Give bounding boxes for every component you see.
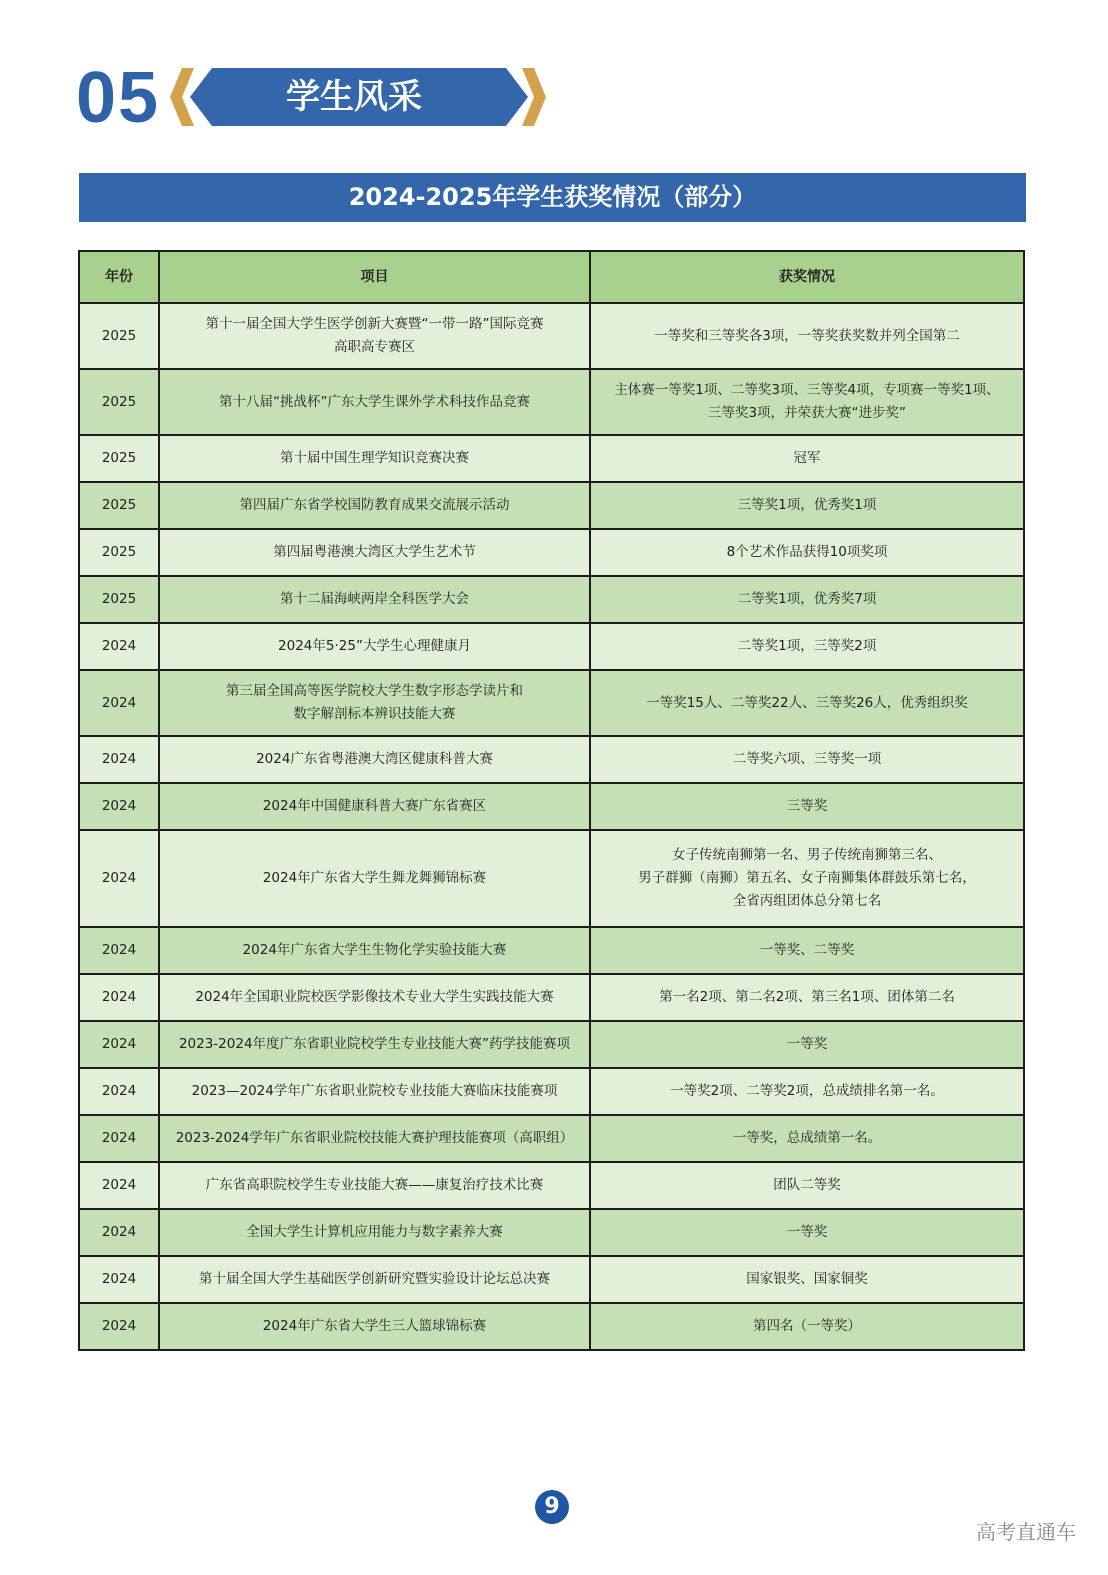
cell-year: 2024	[79, 1068, 159, 1115]
cell-project	[159, 369, 590, 435]
cell-award-line: 三等奖	[786, 798, 828, 814]
cell-year: 2024	[79, 1303, 159, 1350]
cell-award-line: 三等奖1项，优秀奖1项	[737, 497, 877, 513]
table-row	[79, 1115, 1024, 1162]
cell-year: 2024	[79, 1021, 159, 1068]
cell-award	[590, 1256, 1024, 1303]
cell-project	[159, 1209, 590, 1256]
cell-project	[159, 830, 590, 927]
table-row	[79, 369, 1024, 435]
cell-award	[590, 369, 1024, 435]
table-title-bar: 2024-2025年学生获奖情况（部分）	[79, 173, 1026, 222]
cell-project-line: 第十届全国大学生基础医学创新研究暨实验设计论坛总决赛	[199, 1271, 550, 1287]
cell-year: 2025	[79, 435, 159, 482]
cell-year: 2024	[79, 783, 159, 830]
cell-award	[590, 482, 1024, 529]
cell-project-line: 2024年广东省大学生三人篮球锦标赛	[262, 1318, 487, 1334]
table-row	[79, 736, 1024, 783]
table-header-row	[79, 251, 1024, 303]
cell-project-line: 第十届中国生理学知识竞赛决赛	[280, 450, 469, 466]
cell-award	[590, 1021, 1024, 1068]
cell-award	[590, 529, 1024, 576]
cell-project	[159, 1256, 590, 1303]
table-row	[79, 974, 1024, 1021]
cell-project-line: 第十二届海峡两岸全科医学大会	[280, 591, 469, 607]
cell-year: 2024	[79, 1256, 159, 1303]
cell-award-line: 第一名2项、第二名2项、第三名1项、团体第二名	[659, 989, 955, 1005]
cell-year: 2025	[79, 369, 159, 435]
cell-project-line: 2023—2024学年广东省职业院校专业技能大赛临床技能赛项	[191, 1083, 558, 1099]
cell-award-line: 主体赛一等奖1项、二等奖3项、三等奖4项，专项赛一等奖1项、	[614, 382, 1000, 398]
page-number: 9	[535, 1490, 569, 1524]
cell-award-line: 三等奖3项，并荣获大赛“进步奖”	[707, 405, 907, 421]
cell-year: 2024	[79, 736, 159, 783]
table-row	[79, 1068, 1024, 1115]
cell-award-line: 二等奖六项、三等奖一项	[732, 751, 882, 767]
cell-award	[590, 1303, 1024, 1350]
cell-project	[159, 783, 590, 830]
cell-project-line: 第三届全国高等医学院校大学生数字形态学读片和	[226, 683, 523, 699]
cell-award	[590, 576, 1024, 623]
cell-award	[590, 623, 1024, 670]
cell-project-line: 2024年中国健康科普大赛广东省赛区	[262, 798, 487, 814]
table-row	[79, 623, 1024, 670]
cell-award-line: 一等奖	[786, 1036, 828, 1052]
table-row	[79, 482, 1024, 529]
cell-award	[590, 927, 1024, 974]
cell-award-line: 一等奖15人、二等奖22人、三等奖26人，优秀组织奖	[646, 694, 968, 711]
cell-year: 2024	[79, 1162, 159, 1209]
cell-award	[590, 670, 1024, 736]
cell-year: 2024	[79, 974, 159, 1021]
cell-award	[590, 1162, 1024, 1209]
cell-project-line: 2024年全国职业院校医学影像技术专业大学生实践技能大赛	[195, 989, 554, 1005]
cell-award-line: 冠军	[793, 450, 821, 466]
cell-award-line: 国家银奖、国家铜奖	[746, 1271, 868, 1287]
cell-project	[159, 576, 590, 623]
cell-award	[590, 736, 1024, 783]
cell-project-line: 2023-2024学年广东省职业院校技能大赛护理技能赛项（高职组）	[175, 1130, 574, 1146]
cell-project	[159, 303, 590, 369]
watermark: 高考直通车	[976, 1520, 1076, 1544]
table-row	[79, 670, 1024, 736]
cell-project-line: 广东省高职院校学生专业技能大赛——康复治疗技术比赛	[205, 1177, 544, 1193]
cell-project-line: 2024年广东省大学生生物化学实验技能大赛	[242, 942, 507, 958]
cell-project-line: 第十一届全国大学生医学创新大赛暨“一带一路”国际竞赛	[205, 316, 544, 332]
cell-award-line: 二等奖1项，三等奖2项	[737, 638, 877, 654]
section-title: 学生风采	[286, 77, 422, 117]
cell-award-line: 女子传统南狮第一名、男子传统南狮第三名、	[672, 847, 942, 863]
cell-award-line: 一等奖	[786, 1224, 828, 1240]
cell-award-line: 一等奖、二等奖	[759, 942, 855, 958]
cell-award	[590, 783, 1024, 830]
cell-year: 2024	[79, 1115, 159, 1162]
cell-project	[159, 927, 590, 974]
cell-award-line: 一等奖和三等奖各3项，一等奖获奖数并列全国第二	[654, 327, 960, 344]
header-year: 年份	[79, 251, 159, 303]
cell-project-line: 第十八届“挑战杯”广东大学生课外学术科技作品竞赛	[219, 393, 530, 410]
cell-project-line: 2024年5·25”大学生心理健康月	[278, 638, 471, 654]
table-row	[79, 1256, 1024, 1303]
cell-project	[159, 1115, 590, 1162]
header-award: 获奖情况	[590, 251, 1024, 303]
cell-project	[159, 482, 590, 529]
cell-project	[159, 435, 590, 482]
cell-year: 2025	[79, 529, 159, 576]
table-row	[79, 927, 1024, 974]
cell-award	[590, 435, 1024, 482]
cell-year: 2024	[79, 623, 159, 670]
cell-project-line: 第四届广东省学校国防教育成果交流展示活动	[239, 497, 510, 513]
table-row	[79, 783, 1024, 830]
table-row	[79, 1209, 1024, 1256]
cell-project	[159, 529, 590, 576]
cell-award-line: 全省丙组团体总分第七名	[732, 893, 882, 909]
cell-project-line: 全国大学生计算机应用能力与数字素养大赛	[246, 1224, 503, 1240]
cell-award-line: 男子群狮（南狮）第五名、女子南狮集体群鼓乐第七名，	[638, 870, 976, 886]
cell-award	[590, 1068, 1024, 1115]
cell-project	[159, 1162, 590, 1209]
table-row	[79, 303, 1024, 369]
cell-award-line: 一等奖，总成绩第一名。	[732, 1130, 882, 1146]
table-row	[79, 1021, 1024, 1068]
cell-project	[159, 736, 590, 783]
cell-year: 2025	[79, 482, 159, 529]
cell-project-line: 数字解剖标本辨识技能大赛	[293, 706, 456, 722]
section-number: 05	[76, 58, 161, 138]
header-project: 项目	[159, 251, 590, 303]
cell-year: 2024	[79, 830, 159, 927]
cell-award-line: 第四名（一等奖）	[753, 1318, 861, 1334]
table-row	[79, 1162, 1024, 1209]
cell-award	[590, 1209, 1024, 1256]
table-row	[79, 435, 1024, 482]
cell-project-line: 第四届粤港澳大湾区大学生艺术节	[273, 544, 476, 560]
cell-year: 2024	[79, 670, 159, 736]
cell-year: 2025	[79, 303, 159, 369]
cell-award	[590, 1115, 1024, 1162]
cell-award	[590, 974, 1024, 1021]
cell-project	[159, 1068, 590, 1115]
cell-project-line: 2024年广东省大学生舞龙舞狮锦标赛	[262, 870, 487, 886]
cell-award-line: 8个艺术作品获得10项奖项	[726, 544, 888, 560]
cell-award-line: 团队二等奖	[773, 1177, 841, 1193]
cell-project-line: 2023-2024年度广东省职业院校学生专业技能大赛”药学技能赛项	[178, 1036, 571, 1052]
cell-project-line: 高职高专赛区	[334, 339, 415, 355]
table-row	[79, 830, 1024, 927]
cell-project-line: 2024广东省粤港澳大湾区健康科普大赛	[256, 751, 493, 767]
table-row	[79, 529, 1024, 576]
table-row	[79, 1303, 1024, 1350]
cell-year: 2024	[79, 927, 159, 974]
cell-project	[159, 974, 590, 1021]
cell-project	[159, 1021, 590, 1068]
cell-award	[590, 303, 1024, 369]
cell-project	[159, 1303, 590, 1350]
cell-award	[590, 830, 1024, 927]
cell-award-line: 二等奖1项，优秀奖7项	[737, 591, 877, 607]
cell-project	[159, 623, 590, 670]
cell-year: 2025	[79, 576, 159, 623]
table-row	[79, 576, 1024, 623]
awards-table	[78, 250, 1025, 1351]
cell-project	[159, 670, 590, 736]
cell-year: 2024	[79, 1209, 159, 1256]
cell-award-line: 一等奖2项、二等奖2项，总成绩排名第一名。	[670, 1083, 944, 1099]
